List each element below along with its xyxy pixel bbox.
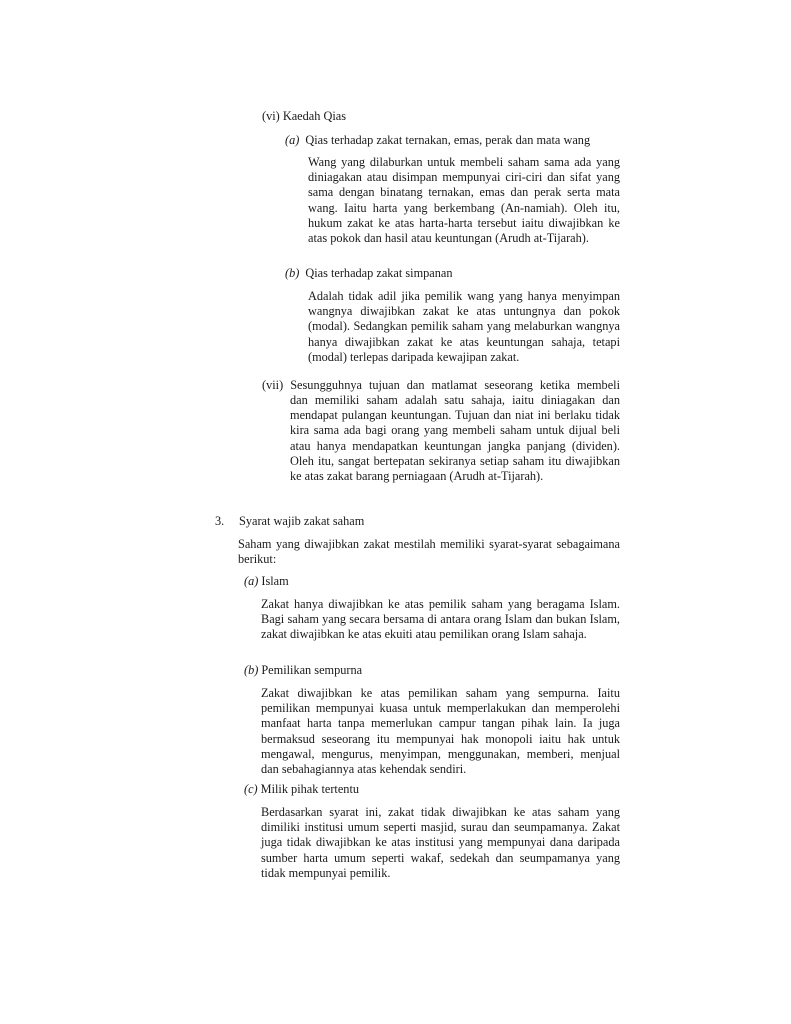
heading-vi [262, 109, 346, 124]
section-3-intro: Saham yang diwajibkan zakat mestilah memiliki syarat-syarat sebagaimana berikut: [238, 537, 620, 567]
item-vii-label: (vii) [262, 378, 284, 392]
heading-vi-label: (vi) [262, 109, 280, 123]
subheading-3-b-marker: (b) [244, 663, 259, 677]
subheading-3-a-marker: (a) [244, 574, 259, 588]
section-3-title: Syarat wajib zakat saham [239, 514, 365, 528]
subheading-vi-a-title: Qias terhadap zakat ternakan, emas, perak dan mata wang [305, 133, 591, 147]
paragraph-3-b: Zakat diwajibkan ke atas pemilikan saham yang sempurna. Iaitu pemilikan mempunyai kuasa untuk memperlakukan dan memperolehi manfaat harta tanpa memerlukan campur tangan pihak lain. Ia juga bermaksud seseorang itu mempunyai hak monopoli iaitu hak untuk mengawal, mengurus, menyimpan, menggunakan, memberi, menjual dan sebahagiannya atas kehendak sendiri. [261, 686, 620, 777]
subheading-vi-a-marker: (a) [285, 133, 300, 147]
subheading-vi-b-title: Qias terhadap zakat simpanan [305, 266, 453, 280]
heading-vi-title: Kaedah Qias [282, 109, 347, 123]
section-3-number: 3. [215, 514, 225, 528]
paragraph-3-a: Zakat hanya diwajibkan ke atas pemilik saham yang beragama Islam. Bagi saham yang secara bersama di antara orang Islam dan bukan Islam, zakat diwajibkan ke atas ekuiti atau pemilikan orang Islam sahaja. [261, 597, 620, 642]
paragraph-vi-b: Adalah tidak adil jika pemilik wang yang hanya menyimpan wangnya diwajibkan zakat ke atas untungnya dan pokok (modal). Sedangkan pemilik saham yang melaburkan wangnya hanya diwajibkan zakat ke atas keuntungan sahaja, tetapi (modal) terlepas daripada kewajipan zakat. [308, 289, 620, 364]
subheading-vi-a [285, 133, 590, 148]
subheading-3-a-title: Islam [261, 574, 289, 588]
item-vii-first-text: Sesungguhnya tujuan dan matlamat seseorang ketika membeli [290, 378, 620, 392]
paragraph-vi-a: Wang yang dilaburkan untuk membeli saham sama ada yang diniagakan atau disimpan mempunyai ciri-ciri dan sifat yang sama dengan binatang ternakan, emas dan perak serta mata wang. Iaitu harta yang berkembang (An-namiah). Oleh itu, hukum zakat ke atas harta-harta tersebut iaitu diwajibkan ke atas pokok dan hasil atau keuntungan (Arudh at-Tijarah). [308, 155, 620, 246]
subheading-3-c [244, 782, 359, 797]
subheading-3-b [244, 663, 362, 678]
paragraph-vii: dan memiliki saham adalah satu sahaja, iaitu diniagakan dan mendapat pulangan keuntungan. Tujuan dan niat ini berlaku tidak kira sama ada bagi orang yang membeli saham untuk dijual beli atau hanya mendapatkan keuntungan jangka panjang (dividen). Oleh itu, sangat bertepatan sekiranya setiap saham itu diwajibkan ke atas zakat barang perniagaan (Arudh at-Tijarah). [290, 393, 620, 484]
subheading-3-c-marker: (c) [244, 782, 258, 796]
subheading-vi-b [285, 266, 453, 281]
subheading-3-b-title: Pemilikan sempurna [261, 663, 363, 677]
section-3-heading [215, 514, 364, 529]
subheading-vi-b-marker: (b) [285, 266, 300, 280]
subheading-3-a [244, 574, 289, 589]
paragraph-3-c: Berdasarkan syarat ini, zakat tidak diwajibkan ke atas saham yang dimiliki institusi umum seperti masjid, surau dan seumpamanya. Zakat juga tidak diwajibkan ke atas institusi yang mempunyai dana daripada sumber harta umum seperti wakaf, sedekah dan seumpamanya yang tidak mempunyai pemilik. [261, 805, 620, 880]
subheading-3-c-title: Milik pihak tertentu [260, 782, 360, 796]
item-vii-first-line [262, 378, 620, 393]
